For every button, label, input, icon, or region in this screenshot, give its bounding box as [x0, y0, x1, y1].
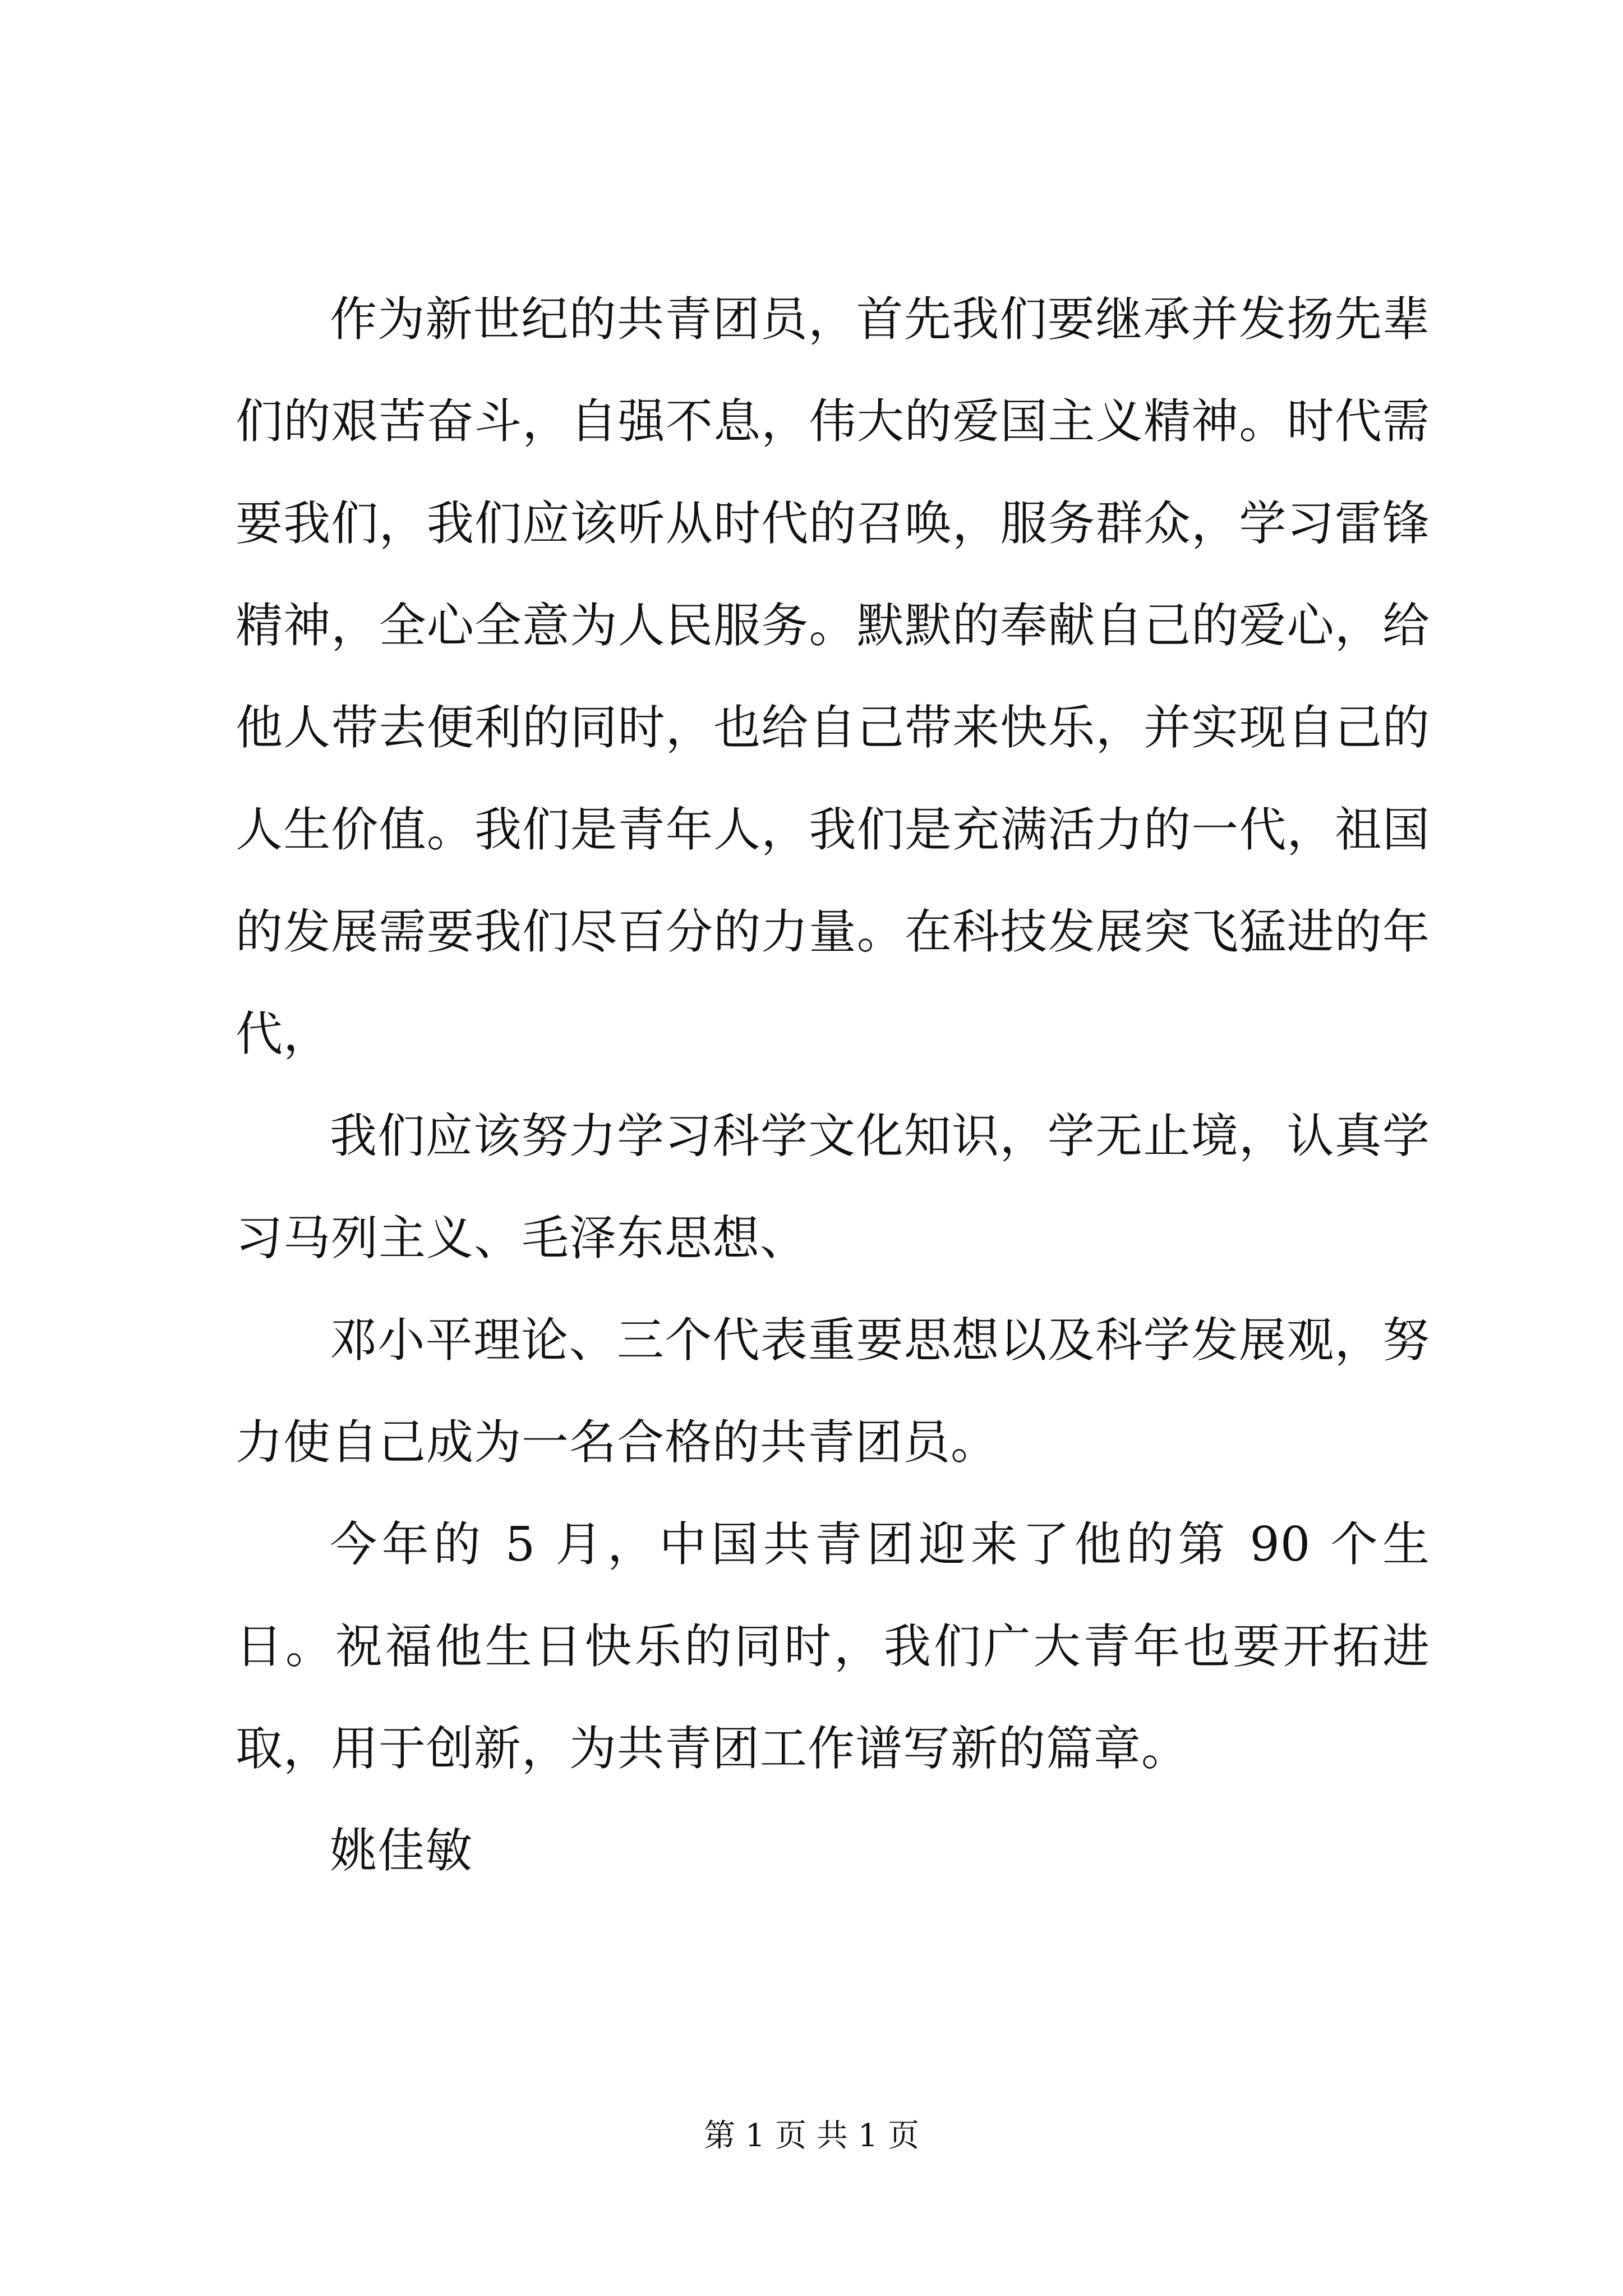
page-number-footer: 第 1 页 共 1 页: [703, 2118, 920, 2154]
paragraph-1: 作为新世纪的共青团员，首先我们要继承并发扬先辈们的艰苦奋斗，自强不息，伟大的爱国主义精神。时代需要我们，我们应该听从时代的召唤，服务群众，学习雷锋精神，全心全意为人民服务。默默的奉献自己的爱心，给他人带去便利的同时，也给自己带来快乐，并实现自己的人生价值。我们是青年人，我们是充满活力的一代，祖国的发展需要我们尽百分的力量。在科技发展突飞猛进的年代，: [236, 292, 1430, 1061]
paragraph-3: 邓小平理论、三个代表重要思想以及科学发展观，努力使自己成为一名合格的共青团员。: [236, 1313, 1430, 1470]
paragraph-4: 今年的 5 月，中国共青团迎来了他的第 90 个生日。祝福他生日快乐的同时，我们广大青年也要开拓进取，用于创新，为共青团工作谱写新的篇章。: [236, 1517, 1430, 1776]
document-body: [236, 268, 1430, 1902]
paragraph-2: 我们应该努力学习科学文化知识，学无止境，认真学习马列主义、毛泽东思想、: [236, 1108, 1430, 1266]
author-signature: 姚佳敏: [330, 1823, 473, 1878]
